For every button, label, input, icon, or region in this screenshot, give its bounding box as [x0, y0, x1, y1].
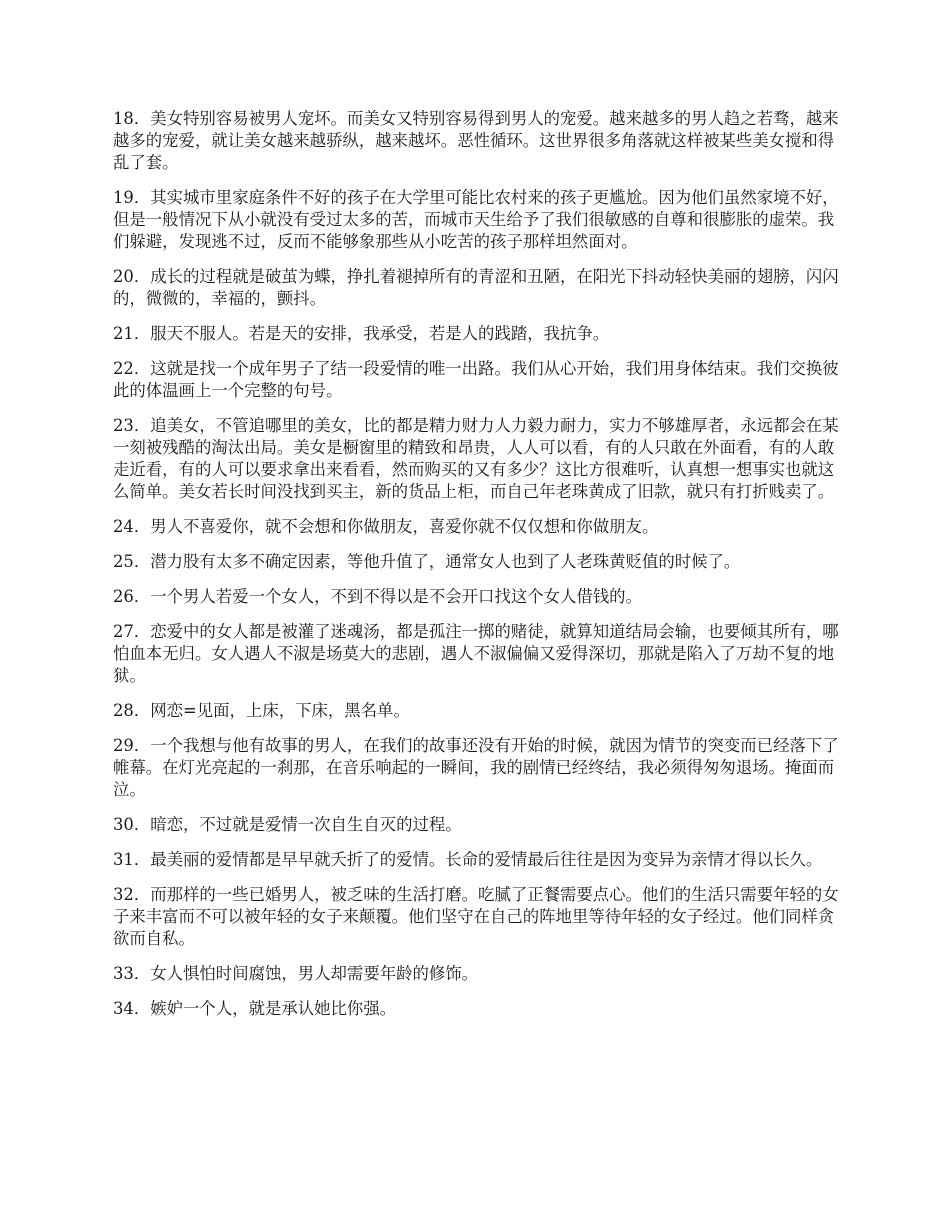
paragraph-34: 34．嫉妒一个人，就是承认她比你强。 — [113, 999, 397, 1018]
paragraph-30: 30．暗恋，不过就是爱情一次自生自灭的过程。 — [113, 815, 462, 834]
paragraph-27: 27．恋爱中的女人都是被灌了迷魂汤，都是孤注一掷的赌徒，就算知道结局会输，也要倾其所有，哪怕血本无归。女人遇人不淑是场莫大的悲剧，遇人不淑偏偏又爱得深切，那就是陷入了万劫不复的地狱。 — [113, 622, 839, 685]
paragraph-26: 26．一个男人若爱一个女人，不到不得以是不会开口找这个女人借钱的。 — [113, 587, 642, 606]
paragraph-29: 29．一个我想与他有故事的男人，在我们的故事还没有开始的时候，就因为情节的突变而已经落下了帷幕。在灯光亮起的一刹那，在音乐响起的一瞬间，我的剧情已经终结，我必须得匆匆退场。掩面而泣。 — [113, 736, 839, 799]
paragraph-20: 20．成长的过程就是破茧为蝶，挣扎着褪掉所有的青涩和丑陋，在阳光下抖动轻快美丽的翅膀，闪闪的，微微的，幸福的，颤抖。 — [113, 267, 839, 308]
paragraph-32: 32．而那样的一些已婚男人，被乏味的生活打磨。吃腻了正餐需要点心。他们的生活只需要年轻的女子来丰富而不可以被年轻的女子来颠覆。他们坚守在自己的阵地里等待年轻的女子经过。他们同样贪欲而自私。 — [113, 885, 839, 948]
paragraph-28: 28．网恋=见面，上床，下床，黑名单。 — [113, 701, 410, 720]
paragraph-22: 22．这就是找一个成年男子了结一段爱情的唯一出路。我们从心开始，我们用身体结束。我们交换彼此的体温画上一个完整的句号。 — [113, 359, 839, 400]
paragraph-18: 18．美女特别容易被男人宠坏。而美女又特别容易得到男人的宠爱。越来越多的男人趋之若骛，越来越多的宠爱，就让美女越来越骄纵，越来越坏。恶性循环。这世界很多角落就这样被某些美女搅和得乱了套。 — [113, 109, 839, 172]
paragraph-25: 25．潜力股有太多不确定因素，等他升值了，通常女人也到了人老珠黄贬值的时候了。 — [113, 552, 741, 571]
paragraph-33: 33．女人惧怕时间腐蚀，男人却需要年龄的修饰。 — [113, 964, 479, 983]
paragraph-31: 31．最美丽的爱情都是早早就夭折了的爱情。长命的爱情最后往往是因为变异为亲情才得以长久。 — [113, 850, 823, 869]
paragraph-23: 23．追美女，不管追哪里的美女，比的都是精力财力人力毅力耐力，实力不够雄厚者，永远都会在某一刻被残酷的淘汰出局。美女是橱窗里的精致和昂贵，人人可以看，有的人只敢在外面看，有的人敢走近看，有的人可以要求拿出来看看，然而购买的又有多少？这比方很难听，认真想一想事实也就这么简单。美女若长时间没找到买主，新的货品上柜，而自己年老珠黄成了旧款，就只有打折贱卖了。 — [113, 416, 839, 501]
paragraph-21: 21．服天不服人。若是天的安排，我承受，若是人的践踏，我抗争。 — [113, 324, 610, 343]
paragraph-19: 19．其实城市里家庭条件不好的孩子在大学里可能比农村来的孩子更尴尬。因为他们虽然家境不好，但是一般情况下从小就没有受过太多的苦，而城市天生给予了我们很敏感的自尊和很膨胀的虚荣。我们躲避，发现逃不过，反而不能够象那些从小吃苦的孩子那样坦然面对。 — [113, 188, 839, 251]
paragraph-24: 24．男人不喜爱你，就不会想和你做朋友，喜爱你就不仅仅想和你做朋友。 — [113, 517, 659, 536]
